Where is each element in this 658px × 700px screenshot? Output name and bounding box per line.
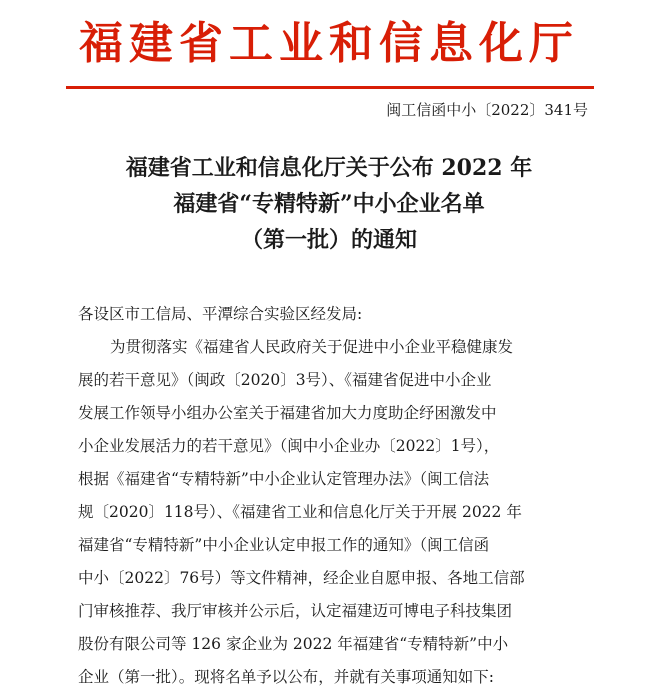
masthead-title: 福建省工业和信息化厅 — [79, 18, 579, 69]
body-line-1: 为贯彻落实《福建省人民政府关于促进中小企业平稳健康发 — [110, 338, 514, 356]
body-line-9: 门审核推荐、我厅审核并公示后，认定福建迈可博电子科技集团 — [78, 602, 513, 620]
title-line-1: 福建省工业和信息化厅关于公布 2022 年 — [125, 155, 533, 181]
body-line-5: 根据《福建省“专精特新”中小企业认定管理办法》（闽工信法 — [78, 470, 490, 488]
document-number: 闽工信函中小〔2022〕341号 — [386, 101, 588, 119]
body-line-2: 展的若干意见》（闽政〔2020〕3号）、《福建省促进中小企业 — [78, 371, 492, 389]
red-divider-line — [66, 86, 594, 89]
body-line-11: 企业（第一批）。现将名单予以公布，并就有关事项通知如下: — [78, 668, 494, 686]
body-line-4: 小企业发展活力的若干意见》（闽中小企业办〔2022〕1号）， — [78, 437, 500, 455]
notice-title — [0, 150, 658, 258]
salutation: 各设区市工信局、平潭综合实验区经发局: — [78, 305, 363, 323]
body-line-8: 中小〔2022〕76号）等文件精神，经企业自愿申报、各地工信部 — [78, 569, 525, 587]
body-line-6: 规〔2020〕118号）、《福建省工业和信息化厅关于开展 2022 年 — [78, 503, 522, 521]
title-line-2: 福建省“专精特新”中小企业名单 — [173, 191, 485, 217]
title-line-3: （第一批）的通知 — [240, 227, 417, 253]
body-line-7: 福建省“专精特新”中小企业认定申报工作的通知》（闽工信函 — [78, 536, 490, 554]
body-line-10: 股份有限公司等 126 家企业为 2022 年福建省“专精特新”中小 — [78, 635, 509, 653]
body-line-3: 发展工作领导小组办公室关于福建省加大力度助企纾困激发中 — [78, 404, 497, 422]
